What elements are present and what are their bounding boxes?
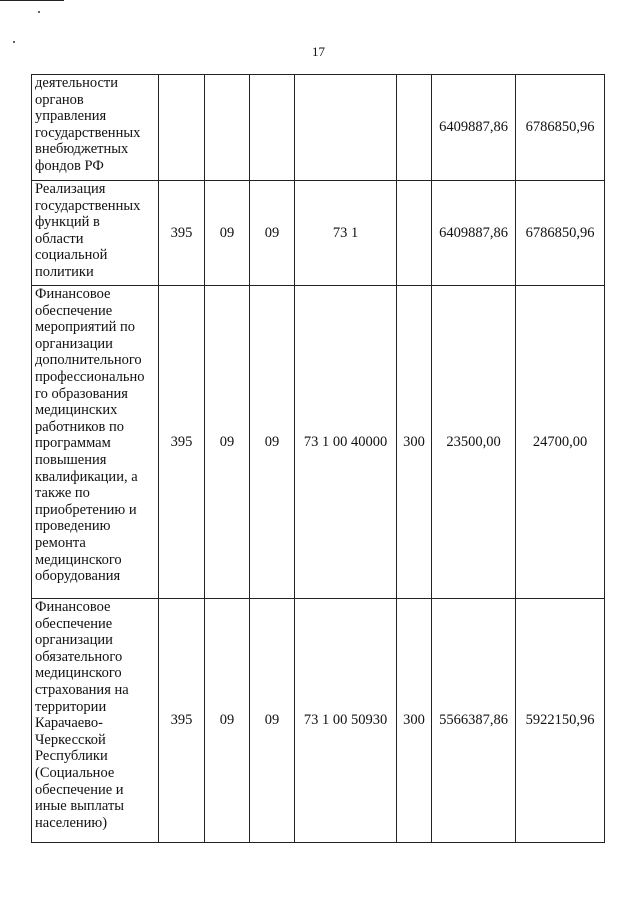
scan-speck [38,11,40,13]
row-name: Финансовое обеспечение организации обязательного медицинского страхования на территории Карачаево- Черкесской Республики (Социальное обеспечение и иные выплаты населению) [32,599,159,843]
cell-pr [250,75,295,181]
row-name: Финансовое обеспечение мероприятий по организации дополнительного профессионально го образования медицинских работников по программам повышения квалификации, а также по приобретению и проведению ремонта медицинского оборудования [32,286,159,599]
cell-ved: 395 [159,286,205,599]
cell-sum-2: 6786850,96 [516,75,605,181]
cell-pr: 09 [250,599,295,843]
cell-vr [397,75,432,181]
cell-rz: 09 [205,286,250,599]
cell-sum-2: 24700,00 [516,286,605,599]
cell-rz [205,75,250,181]
table-row [32,286,605,599]
scan-speck [13,41,15,43]
cell-rz: 09 [205,181,250,286]
cell-csr: 73 1 [295,181,397,286]
cell-csr [295,75,397,181]
cell-sum-2: 6786850,96 [516,181,605,286]
cell-rz: 09 [205,599,250,843]
table-row [32,599,605,843]
table-row [32,75,605,181]
cell-pr: 09 [250,181,295,286]
cell-ved: 395 [159,181,205,286]
cell-pr: 09 [250,286,295,599]
budget-table [31,74,605,843]
cell-vr: 300 [397,286,432,599]
cell-sum-1: 5566387,86 [432,599,516,843]
cell-csr: 73 1 00 40000 [295,286,397,599]
top-edge-line [0,0,64,1]
table-row [32,181,605,286]
cell-csr: 73 1 00 50930 [295,599,397,843]
page-number: 17 [312,44,325,59]
cell-ved [159,75,205,181]
cell-sum-1: 23500,00 [432,286,516,599]
cell-ved: 395 [159,599,205,843]
row-name: Реализация государственных функций в области социальной политики [32,181,159,286]
cell-sum-1: 6409887,86 [432,181,516,286]
cell-vr: 300 [397,599,432,843]
row-name: деятельности органов управления государственных внебюджетных фондов РФ [32,75,159,181]
cell-sum-1: 6409887,86 [432,75,516,181]
cell-sum-2: 5922150,96 [516,599,605,843]
cell-vr [397,181,432,286]
